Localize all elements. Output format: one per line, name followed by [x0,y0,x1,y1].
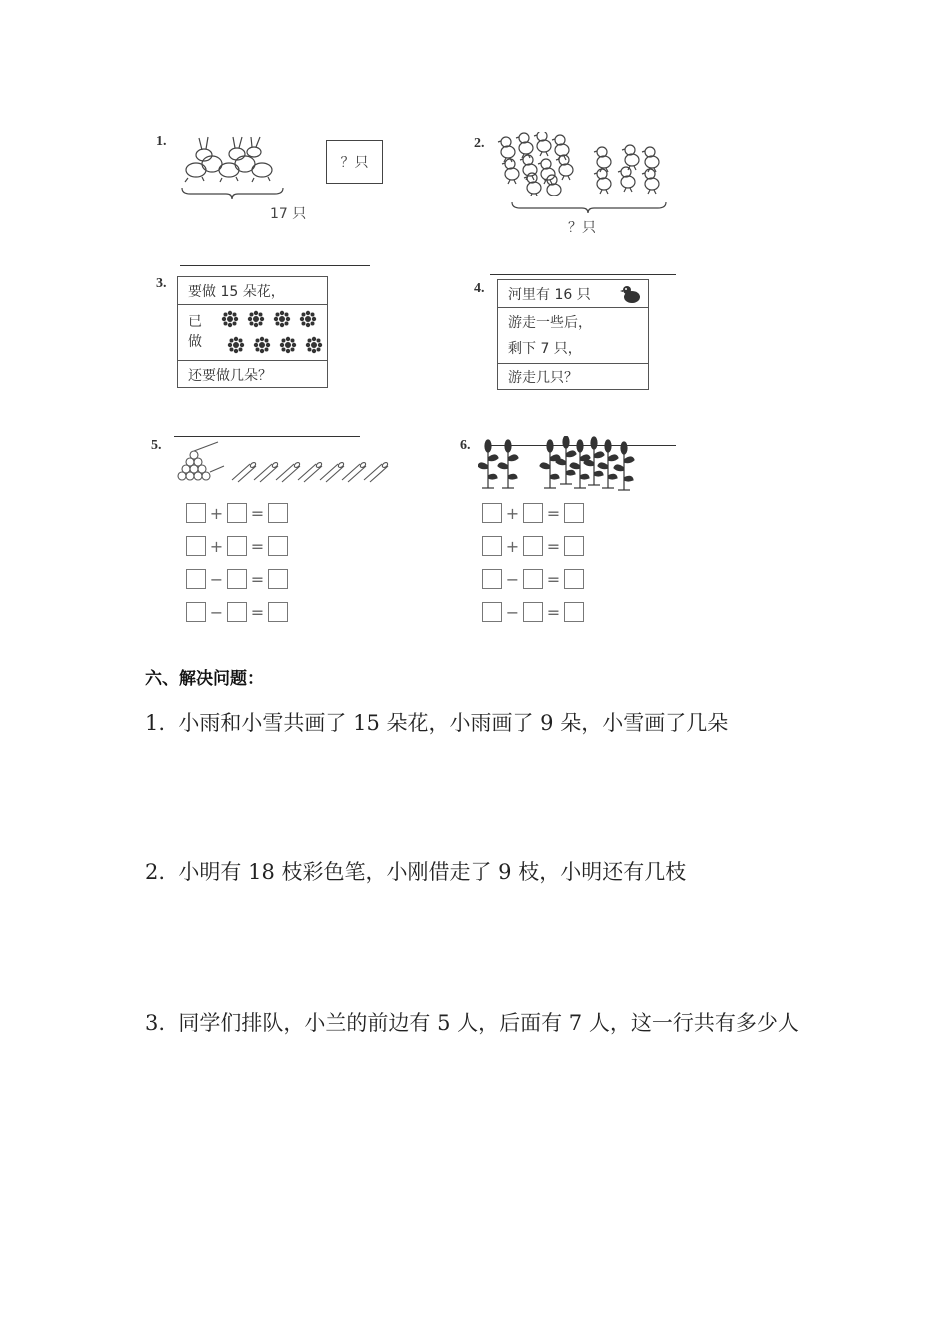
operator: + [209,536,224,556]
question-2 [145,847,825,897]
equation-row [186,599,288,625]
problem-row [178,305,327,361]
blank-box[interactable] [268,503,288,523]
blank-box[interactable] [523,536,543,556]
answer-line [490,274,676,275]
blank-box[interactable] [564,536,584,556]
blank-box[interactable] [268,569,288,589]
chick-group-icon [496,132,666,196]
question-number: 3. [145,1011,166,1035]
problem-row: 游走几只？ [508,370,578,386]
blank-box[interactable] [523,602,543,622]
question-number: 2. [145,860,166,884]
figure-1-number: 1. [156,134,167,149]
blank-box[interactable] [268,602,288,622]
operator: − [209,602,224,622]
equation-row [186,566,288,592]
question-text: 小明有 18 枝彩色笔，小刚借走了 9 枝，小明还有几枝 [178,860,687,884]
blank-box[interactable] [227,569,247,589]
blank-box[interactable] [227,503,247,523]
figure-6-number: 6. [460,438,471,453]
answer-line [490,445,676,446]
question-3 [145,998,810,1048]
problem-row-label: 河里有 16 只 [508,286,591,303]
figure-4-number: 4. [474,281,485,296]
operator: − [505,569,520,589]
figure-2-number: 2. [474,136,485,151]
blank-box[interactable] [564,602,584,622]
operator: − [505,602,520,622]
equals-sign: = [546,569,561,589]
blank-box[interactable] [482,503,502,523]
equals-sign: = [250,536,265,556]
equation-group [482,500,584,625]
log-pile-icon [170,438,390,484]
question-text: 同学们排队，小兰的前边有 5 人，后面有 7 人，这一行共有多少人 [178,1011,799,1035]
equation-row [482,566,584,592]
bracket-icon [510,200,670,214]
blank-box[interactable] [523,503,543,523]
answer-box-label: ？只 [340,155,369,171]
problem-row-label: 游走一些后， [508,314,592,331]
blank-box[interactable] [268,536,288,556]
problem-row-label: 已做 [188,314,202,350]
answer-line [180,265,370,266]
equation-row [482,533,584,559]
flower-icon [221,310,327,356]
blank-box[interactable] [523,569,543,589]
operator: + [505,503,520,523]
operator: + [209,503,224,523]
equals-sign: = [546,503,561,523]
rabbit-group-icon [182,130,282,190]
blank-box[interactable] [227,602,247,622]
answer-box [326,140,383,184]
equals-sign: = [546,536,561,556]
duck-icon [620,283,642,305]
operator: − [209,569,224,589]
figure-5-number: 5. [151,438,162,453]
equals-sign: = [250,602,265,622]
blank-box[interactable] [564,503,584,523]
bracket-label: 17 只 [270,206,307,222]
equals-sign: = [546,602,561,622]
figure-3-number: 3. [156,276,167,291]
equation-row [482,500,584,526]
problem-row [498,280,648,308]
question-number: 1. [145,711,166,735]
flower-problem-box [177,276,328,388]
equation-row [482,599,584,625]
question-text: 小雨和小雪共画了 15 朵花，小雨画了 9 朵，小雪画了几朵 [178,711,729,735]
blank-box[interactable] [186,602,206,622]
equation-row [186,533,288,559]
equation-row [186,500,288,526]
bracket-icon [180,186,285,200]
blank-box[interactable] [186,536,206,556]
blank-box[interactable] [482,536,502,556]
equals-sign: = [250,503,265,523]
operator: + [505,536,520,556]
blank-box[interactable] [564,569,584,589]
problem-row: 要做 15 朵花， [178,277,327,305]
problem-row [498,308,648,364]
equals-sign: = [250,569,265,589]
bracket-label: ？只 [568,220,596,236]
duck-problem-box [497,279,649,390]
blank-box[interactable] [482,602,502,622]
blank-box[interactable] [186,569,206,589]
answer-line [174,436,360,437]
problem-row: 还要做几朵？ [188,368,272,384]
problem-row-label: 剩下 7 只， [508,340,582,357]
question-1 [145,698,825,748]
blank-box[interactable] [482,569,502,589]
equation-group [186,500,288,625]
section-heading: 六、解决问题： [145,669,264,689]
blank-box[interactable] [186,503,206,523]
blank-box[interactable] [227,536,247,556]
